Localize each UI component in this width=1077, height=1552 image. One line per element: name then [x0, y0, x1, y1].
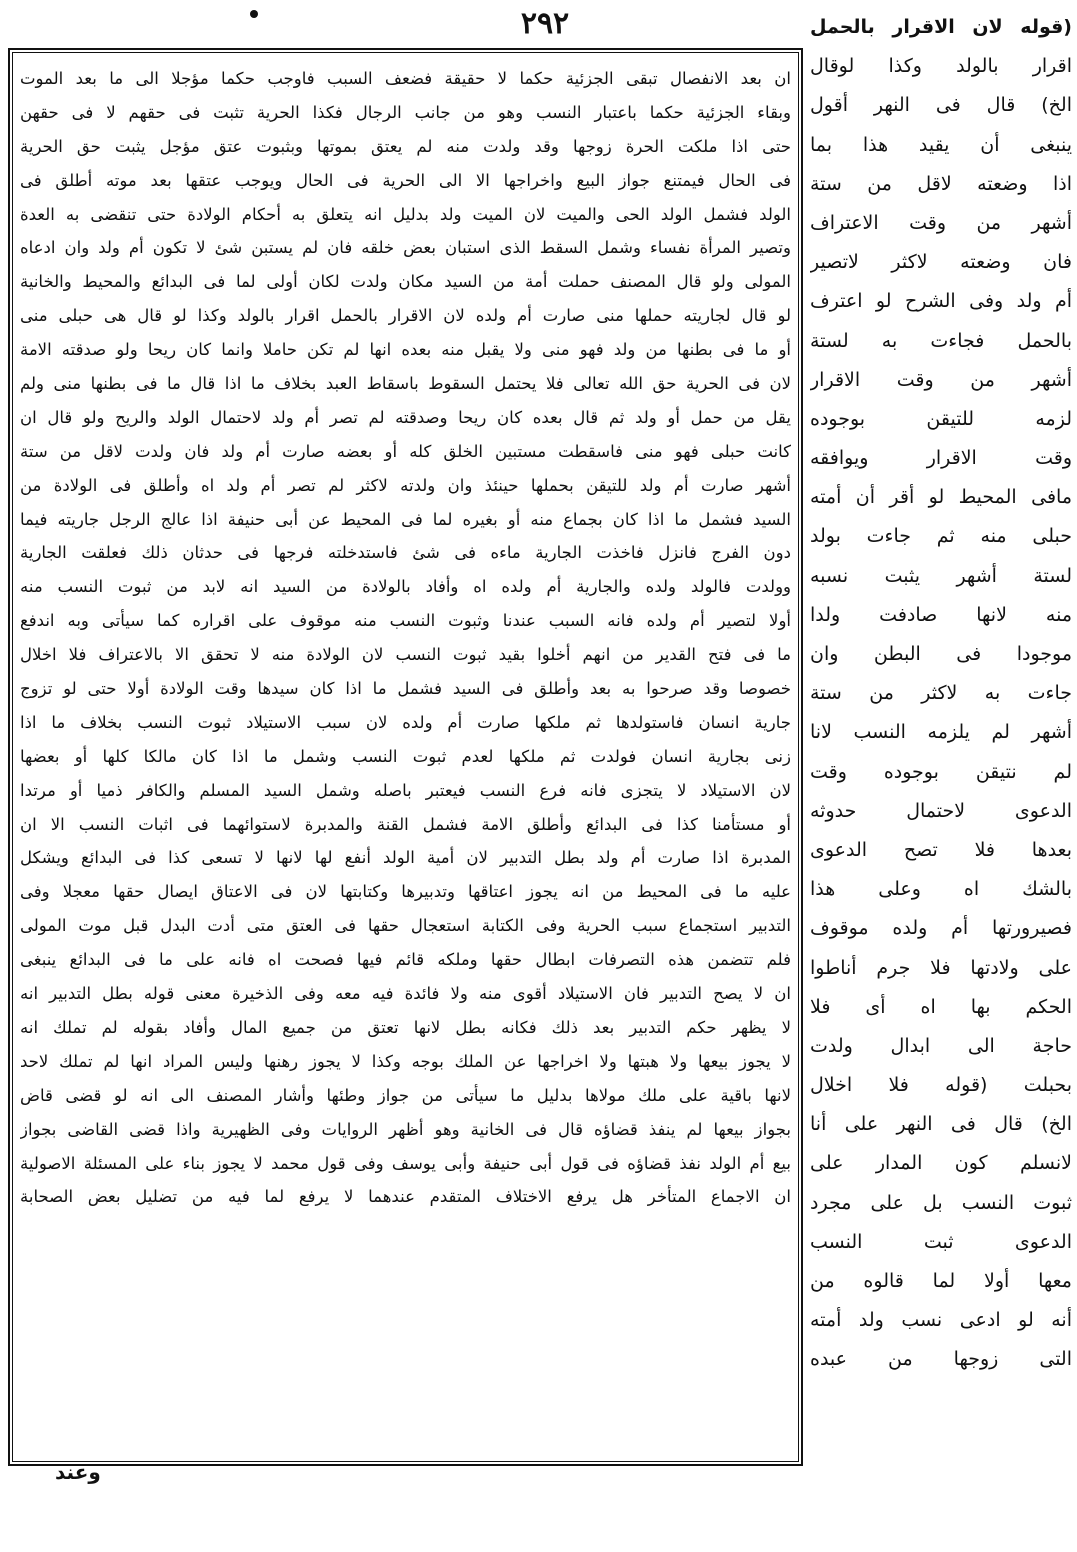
margin-text-line: أشهر لم يلزمه النسب لانا [810, 721, 1072, 744]
margin-text-line: اذا وضعته لاقل من ستة [810, 172, 1072, 195]
main-text-line: بيع أم الولد نفذ قضاؤه فى قول أبى حنيفة وأبى يوسف وفى قول محمد لا يجوز بناء على المسئلة الاصولية [20, 1153, 791, 1173]
margin-text-line: ينبغى أن يقيد هذا بما [810, 133, 1072, 156]
margin-text-line: وقت الاقرار ويوافقه [810, 447, 1072, 470]
page-number: ۲۹۲ [520, 6, 570, 41]
margin-text-line: لستة أشهر يثبت نسبه [810, 564, 1072, 587]
main-text-line: ما فى فتح القدير من انهم أخلوا بقيد ثبوت النسب لان الولادة منه لا تحقق الا بالاعتراف فلا اخلال [20, 645, 791, 665]
margin-text-line: أشهر من وقت الاعتراف [810, 211, 1072, 234]
main-text-line: أو ما فى بطنها من ولد فهو منى ولا يقبل منه بعده انها لم تكن حاملا وانما كان ريحا ولو صدقته الامة [20, 340, 791, 360]
margin-text-line: على ولادتها فلا جرم أناطوا [810, 956, 1072, 979]
margin-text-line: بحبلت (قوله فلا اخلال [810, 1074, 1072, 1097]
main-text-line: يقل من حمل أو ولد ثم قال بعده كان ريحا وصدقته لم تصر أم ولد لاحتمال الولد والريح ولو قال ان [20, 407, 791, 427]
main-text-line: عليه ما فى المحيط من انه يجوز اعتاقها وتدبيرها وكتابتها لان فى الاعتاق ايصال حقها معجلا وفى [20, 882, 791, 902]
margin-text-line: مافى المحيط لو أقر أن أمته [810, 486, 1072, 509]
main-text-line: بجواز بيعها لم ينفذ قضاؤه قال فى الخانية وهو أظهر الروايات وفى الظهيرية واذا قضى القاضى بجواز [20, 1119, 791, 1139]
margin-text-line: بعدها فلا تصح الدعوى [810, 838, 1072, 861]
main-text-line: لا يجوز بيعها ولا هبتها ولا اخراجها عن الملك بوجه وكذا لا يجوز رهنها وليس المراد انها لم تملك لاحد [20, 1051, 791, 1071]
main-text-line: أشهر صارت أم ولد للتيقن بحملها حينئذ وان ولدته لاكثر لم تصر أم ولد اه وأطلق فى الولادة من [20, 475, 791, 495]
main-text-line: لان الاستيلاد لا يتجزى فانه فرع النسب فيعتبر باصله وشمل السيد المسلم والكافر ذميا أو مرتدا [20, 780, 791, 800]
main-text-line: المولى ولو قال المصنف حملت أمة من السيد مكان ولدت لكان أولى لما فى البدائع والمحيط والخانية [20, 272, 791, 292]
main-text-line: دون الفرج فانزل فاخذت الجارية ماءه فى شئ فاستدخلته فرجها فى حدثان ذلك فعلقت الجارية [20, 543, 791, 563]
main-text-line: الولد فشمل الولد الحى والميت لان الميت ولد بدليل انه يتعلق به أحكام الولادة حتى تنقضى به العدة [20, 204, 791, 224]
margin-text-line: جاءت به لاكثر من ستة [810, 682, 1072, 705]
margin-text-line: (قوله لان الاقرار بالحمل [810, 16, 1072, 38]
margin-text-line: الدعوى لاحتمال حدوثه [810, 799, 1072, 822]
margin-text-line: الخ) قال فى النهر على أنا [810, 1113, 1072, 1136]
main-text-line: ان بعد الانفصال تبقى الجزئية حكما لا حقيقة فضعف السبب فاوجب حكما مؤجلا الى ما بعد الموت [20, 69, 791, 88]
margin-text-line: معها أولا لما قالوه من [810, 1270, 1072, 1292]
margin-text-line: منه لانها صادفت ولدا [810, 603, 1072, 626]
main-text-line: وولدت فالولد ولده والجارية أم ولده اه وأفاد بالولادة من السيد انه لابد من ثبوت النسب منه [20, 577, 791, 597]
margin-text-line: بالحمل فجاءت به لستة [810, 329, 1072, 352]
main-text-line: زنى بجارية انسان فولدت ثم ملكها لعدم ثبوت النسب وشمل ما اذا كان مالكا كلها أو بعضها [20, 746, 791, 766]
margin-text-line: لانسلم كون المدار على [810, 1152, 1072, 1175]
margin-text-line: حاجة الى ابدال ولدت [810, 1034, 1072, 1057]
ornament-dot [250, 10, 258, 18]
margin-text-line: موجودا فى البطن وان [810, 643, 1072, 665]
margin-text-line: أم ولد وفى الشرح لو اعترف [810, 290, 1072, 313]
margin-text-line: أشهر من وقت الاقرار [810, 368, 1072, 391]
margin-commentary [810, 8, 1072, 1468]
main-text-line: فى الحال فيمتنع جواز البيع واخراجها الا الى الحرية فى الحال ويوجب عتقها بعد موته أطلق فى [20, 170, 791, 190]
main-text-line: ان لا يصح التدبير فان الاستيلاد أقوى منه ولا فائدة فيه معه وفى الذخيرة معنى قوله بطل التدبير انه [20, 984, 791, 1004]
main-text-line: لا يظهر حكم التدبير بعد ذلك فكانه بطل لانها تعتق من جميع المال وأفاد بقوله لم تملك انه [20, 1017, 791, 1037]
main-text-line: التدبير استجماع سبب الحرية وفى الكتابة استعجال حقها فى العتق متى أدت البدل قبل موت المولى [20, 916, 791, 936]
margin-text-line: الدعوى ثبت النسب [810, 1230, 1072, 1253]
main-text-line: خصوصا وقد صرحوا به بعد وأطلق فى السيد فشمل ما اذا كان سيدها وقت الولادة أولا حتى لو تزوج [20, 679, 791, 699]
margin-text-line: أنه لو ادعى نسب ولد أمته [810, 1309, 1072, 1332]
main-text-line: ان الاجماع المتأخر هل يرفع الاختلاف المتقدم عندهما لا يرفع لما فيه من تضليل بعض الصحابة [20, 1187, 791, 1207]
margin-text-line: الحكم بها اه أى فلا [810, 995, 1072, 1018]
main-text-line: أو مستأمنا كذا فى البدائع وأطلق الامة فشمل القنة والمدبرة لاستوائهما فى اثبات النسب الا ان [20, 814, 791, 834]
main-text-frame [8, 48, 803, 1466]
main-text-line: لان فى الحرية حق الله تعالى فلا يحتمل السقوط باسقاط العبد بخلاف ما اذا قال ما فى بطنها منى ولم [20, 374, 791, 394]
catchword: وعند [55, 1460, 101, 1484]
margin-text-line: لزمه للتيقن بوجوده [810, 407, 1072, 430]
main-text-line: فلم تتضمن هذه التصرفات ابطال حقها وملكه قائم فيها فصحت اه فانه على ما فى البدائع ينبغى [20, 950, 791, 970]
margin-text-line: فان وضعته لاكثر لاتصير [810, 251, 1072, 274]
margin-text-line: فصيرورتها أم ولده موقوف [810, 917, 1072, 940]
main-text-line: وتصير المرأة نفساء وشمل السقط الذى استبان بعض خلقه فان لم يستبن شئ لا تكون أم ولد وان ادعاه [20, 238, 791, 258]
main-text-line: السيد فشمل ما اذا كان بجماع منه أو بغيره لما فى المحيط عن أبى حنيفة اذا عالج الرجل جاريته فيما [20, 509, 791, 529]
margin-text-line: بالشك اه وعلى هذا [810, 878, 1072, 901]
margin-text-line: الخ) قال فى النهر أقول [810, 94, 1072, 117]
main-text-line: المدبرة اذا صارت أم ولد بطل التدبير لان أمية الولد أنفع لها لانها لا تسعى كذا فى البدائع ويشكل [20, 848, 791, 868]
margin-text-line: اقرار بالولد وكذا لوقال [810, 55, 1072, 78]
main-text-line: لانها باقية على ملك مولاها بدليل ما سيأتى من جواز وطئها وأشار المصنف الى انه لو قضى قاض [20, 1085, 791, 1105]
margin-text-line: التى زوجها من عبده [810, 1348, 1072, 1371]
main-text-line: كانت حبلى فهو منى فاسقطت مستبين الخلق كله أو بعضه صارت أم ولد فان ولدت لاقل من ستة [20, 441, 791, 461]
main-text-line: حتى اذا ملكت الحرة زوجها وقد ولدت منه لم يعتق بموتها وبثبوت عتق مؤجل يثبت حق الحرية [20, 136, 791, 156]
main-text-line: وبقاء الجزئية حكما باعتبار النسب وهو من جانب الرجال فكذا الحرية تثبت فى حقهم لا فى حقهن [20, 102, 791, 122]
main-text-line: لو قال لجاريته حملها منى صارت أم ولده لان الاقرار بالحمل اقرار بالولد وكذا لو قال هى حبلى منى [20, 306, 791, 326]
main-text-line: أولا لتصير أم ولده فانه السبب عندنا وثبوت النسب منه موقوف على اقراره كما سيأتى وبه اندفع [20, 611, 791, 631]
margin-text-line: ثبوت النسب بل على مجرد [810, 1191, 1072, 1214]
margin-text-line: لم نتيقن بوجوده وقت [810, 760, 1072, 783]
margin-text-line: حبلى منه ثم جاءت بولد [810, 525, 1072, 548]
main-text-body [20, 62, 791, 1214]
main-text-line: جارية انسان فاستولدها ثم ملكها صارت أم ولده لان سبب الاستيلاد ثبوت النسب بخلاف ما اذا [20, 712, 791, 732]
